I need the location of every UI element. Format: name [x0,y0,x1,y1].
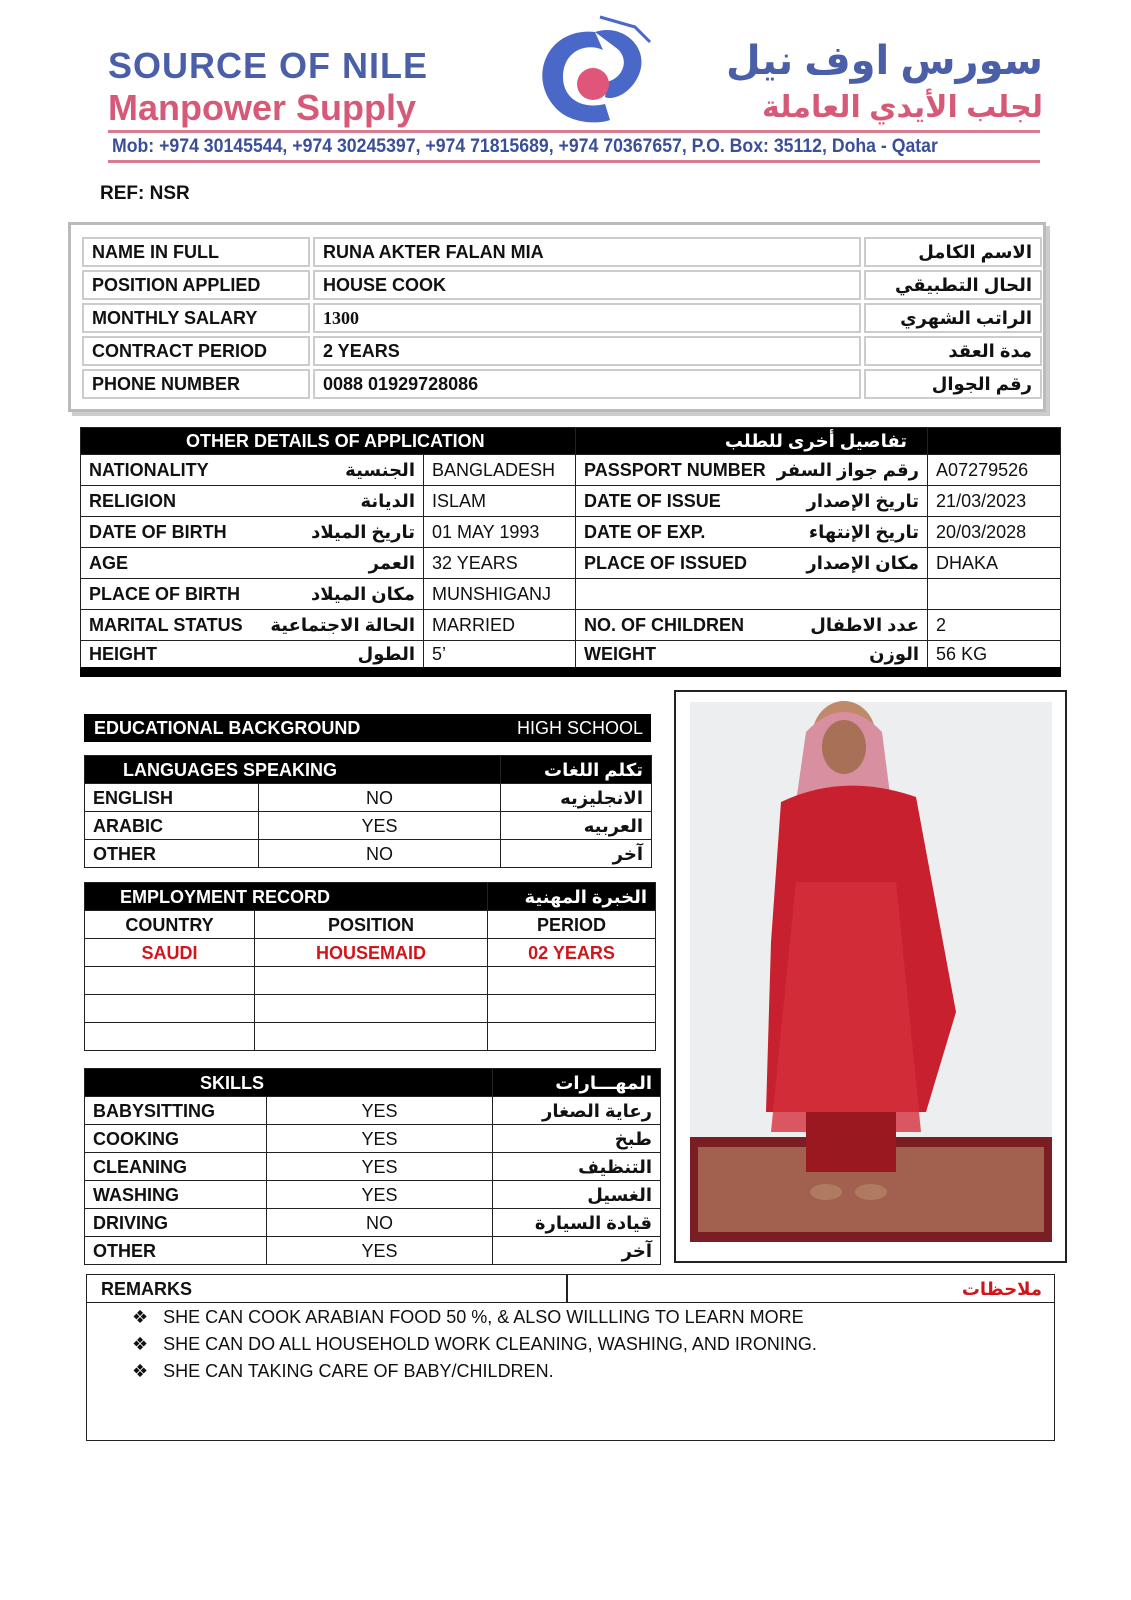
label: MONTHLY SALARY [82,303,310,333]
label-ar: التنظيف [493,1153,661,1181]
bullet-icon: ❖ [132,1334,149,1354]
label-ar: الوزن [776,641,928,672]
table-row [85,1153,661,1181]
label-ar: الانجليزيه [501,784,652,812]
remark-item [87,1358,1054,1385]
applicant-summary [68,222,1046,412]
table-row [85,1181,661,1209]
remark-item [87,1331,1054,1358]
label: PLACE OF ISSUED [576,548,776,579]
label: NAME IN FULL [82,237,310,267]
table-row [82,237,1042,267]
table-row [81,517,1061,548]
table-row [82,270,1042,300]
period: 02 YEARS [488,939,656,967]
table-row [85,812,652,840]
table-row [82,369,1042,399]
contact-info: Mob: +974 30145544, +974 30245397, +974 71815689, +974 70367657, P.O. Box: 35112, Doha - Qatar [112,136,938,157]
label: DRIVING [85,1209,267,1237]
value: 2 [928,610,1061,641]
divider [108,130,1040,133]
table-row [81,455,1061,486]
divider [108,160,1040,163]
value: MARRIED [424,610,576,641]
value: RUNA AKTER FALAN MIA [313,237,861,267]
label-ar: مدة العقد [864,336,1042,366]
label-ar: الديانة [261,486,424,517]
remarks-title-ar: ملاحظات [961,1279,1042,1299]
label: DATE OF EXP. [576,517,776,548]
label: POSITION APPLIED [82,270,310,300]
applicant-photo [674,690,1067,1263]
label: NATIONALITY [81,455,261,486]
label: PHONE NUMBER [82,369,310,399]
value: DHAKA [928,548,1061,579]
table-row [81,641,1061,672]
label-ar: رقم الجوال [864,369,1042,399]
value: 32 YEARS [424,548,576,579]
label: RELIGION [81,486,261,517]
value: MUNSHIGANJ [424,579,576,610]
table-row [81,610,1061,641]
value: 21/03/2023 [928,486,1061,517]
bullet-icon: ❖ [132,1361,149,1381]
label: WEIGHT [576,641,776,672]
label: BABYSITTING [85,1097,267,1125]
value: YES [267,1181,493,1209]
education-bar [84,714,651,742]
value: 20/03/2028 [928,517,1061,548]
remark-text: SHE CAN DO ALL HOUSEHOLD WORK CLEANING, WASHING, AND IRONING. [163,1334,817,1354]
label-ar: قيادة السيارة [493,1209,661,1237]
position: HOUSEMAID [255,939,488,967]
remark-text: SHE CAN TAKING CARE OF BABY/CHILDREN. [163,1361,554,1381]
label: OTHER [85,1237,267,1265]
label-ar: مكان الإصدار [776,548,928,579]
table-row [81,579,1061,610]
table-row [85,840,652,868]
country: SAUDI [85,939,255,967]
label-ar: الطول [261,641,424,672]
company-tagline-ar: لجلب الأيدي العاملة [761,91,1043,124]
value: YES [267,1153,493,1181]
value: NO [267,1209,493,1237]
education-label: EDUCATIONAL BACKGROUND [84,714,368,742]
label: NO. OF CHILDREN [576,610,776,641]
value: 2 YEARS [313,336,861,366]
section-title: EMPLOYMENT RECORD [85,883,488,911]
label: COOKING [85,1125,267,1153]
label-ar: العربيه [501,812,652,840]
section-title: SKILLS [85,1069,493,1097]
table-row [81,548,1061,579]
col-position: POSITION [255,911,488,939]
remark-text: SHE CAN COOK ARABIAN FOOD 50 %, & ALSO WILLLING TO LEARN MORE [163,1307,804,1327]
label: CLEANING [85,1153,267,1181]
value: 01 MAY 1993 [424,517,576,548]
label: WASHING [85,1181,267,1209]
label: OTHER [85,840,259,868]
label-ar: الاسم الكامل [864,237,1042,267]
label-ar: العمر [261,548,424,579]
remarks-title: REMARKS [101,1279,193,1299]
value: A07279526 [928,455,1061,486]
bullet-icon: ❖ [132,1307,149,1327]
value: YES [259,812,501,840]
label-ar: الحال التطبيقي [864,270,1042,300]
label: DATE OF ISSUE [576,486,776,517]
label [576,579,776,610]
table-row [85,1023,656,1051]
label-ar: تاريخ الإصدار [776,486,928,517]
education-value: HIGH SCHOOL [368,714,652,742]
value: BANGLADESH [424,455,576,486]
label-ar: آخر [493,1237,661,1265]
value: YES [267,1237,493,1265]
table-row [85,939,656,967]
company-name-ar: سورس اوف نيل [726,39,1043,83]
value: 5’ [424,641,576,672]
remark-item [87,1304,1054,1331]
label-ar: رعاية الصغار [493,1097,661,1125]
value [928,579,1061,610]
label-ar: عدد الاطفال [776,610,928,641]
applicant-photo-image [676,692,1065,1261]
remarks-section [86,1274,1055,1441]
table-row [85,967,656,995]
label: DATE OF BIRTH [81,517,261,548]
value: 0088 01929728086 [313,369,861,399]
section-title-ar: تكلم اللغات [501,756,652,784]
label-ar: رقم جواز السفر [776,455,928,486]
other-details-table [80,427,1061,677]
section-title: LANGUAGES SPEAKING [85,756,501,784]
table-row [81,486,1061,517]
label: ENGLISH [85,784,259,812]
employment-table [84,882,656,1051]
languages-table [84,755,652,868]
company-logo-icon [525,12,665,127]
table-row [85,1097,661,1125]
table-row [82,303,1042,333]
section-title-ar: المهـــارات [493,1069,661,1097]
section-title: OTHER DETAILS OF APPLICATION [81,428,576,455]
table-row [85,1125,661,1153]
table-row [85,995,656,1023]
label-ar: تاريخ الإنتهاء [776,517,928,548]
value: NO [259,840,501,868]
label: PASSPORT NUMBER [576,455,776,486]
label: MARITAL STATUS [81,610,261,641]
label: HEIGHT [81,641,261,672]
label-ar: الراتب الشهري [864,303,1042,333]
skills-table [84,1068,661,1265]
reference: REF: NSR [100,183,190,204]
table-row [85,784,652,812]
label-ar: الحالة الاجتماعية [261,610,424,641]
label-ar: الجنسية [261,455,424,486]
section-title-ar: تفاصيل أخرى للطلب [576,428,928,455]
section-title-ar: الخبرة المهنية [488,883,656,911]
value: YES [267,1125,493,1153]
label: CONTRACT PERIOD [82,336,310,366]
company-name-en: SOURCE OF NILE [108,45,429,86]
label-ar: تاريخ الميلاد [261,517,424,548]
table-row [82,336,1042,366]
label-ar: آخر [501,840,652,868]
label: ARABIC [85,812,259,840]
value: 56 KG [928,641,1061,672]
table-row [85,1209,661,1237]
col-country: COUNTRY [85,911,255,939]
table-row [85,1237,661,1265]
value: 1300 [313,303,861,333]
label-ar: طبخ [493,1125,661,1153]
value: NO [259,784,501,812]
value: ISLAM [424,486,576,517]
label-ar: مكان الميلاد [261,579,424,610]
label-ar: الغسيل [493,1181,661,1209]
label: AGE [81,548,261,579]
label-ar [776,579,928,610]
column-headers [85,911,656,939]
company-tagline-en: Manpower Supply [108,87,417,128]
value: HOUSE COOK [313,270,861,300]
value: YES [267,1097,493,1125]
col-period: PERIOD [488,911,656,939]
label: PLACE OF BIRTH [81,579,261,610]
